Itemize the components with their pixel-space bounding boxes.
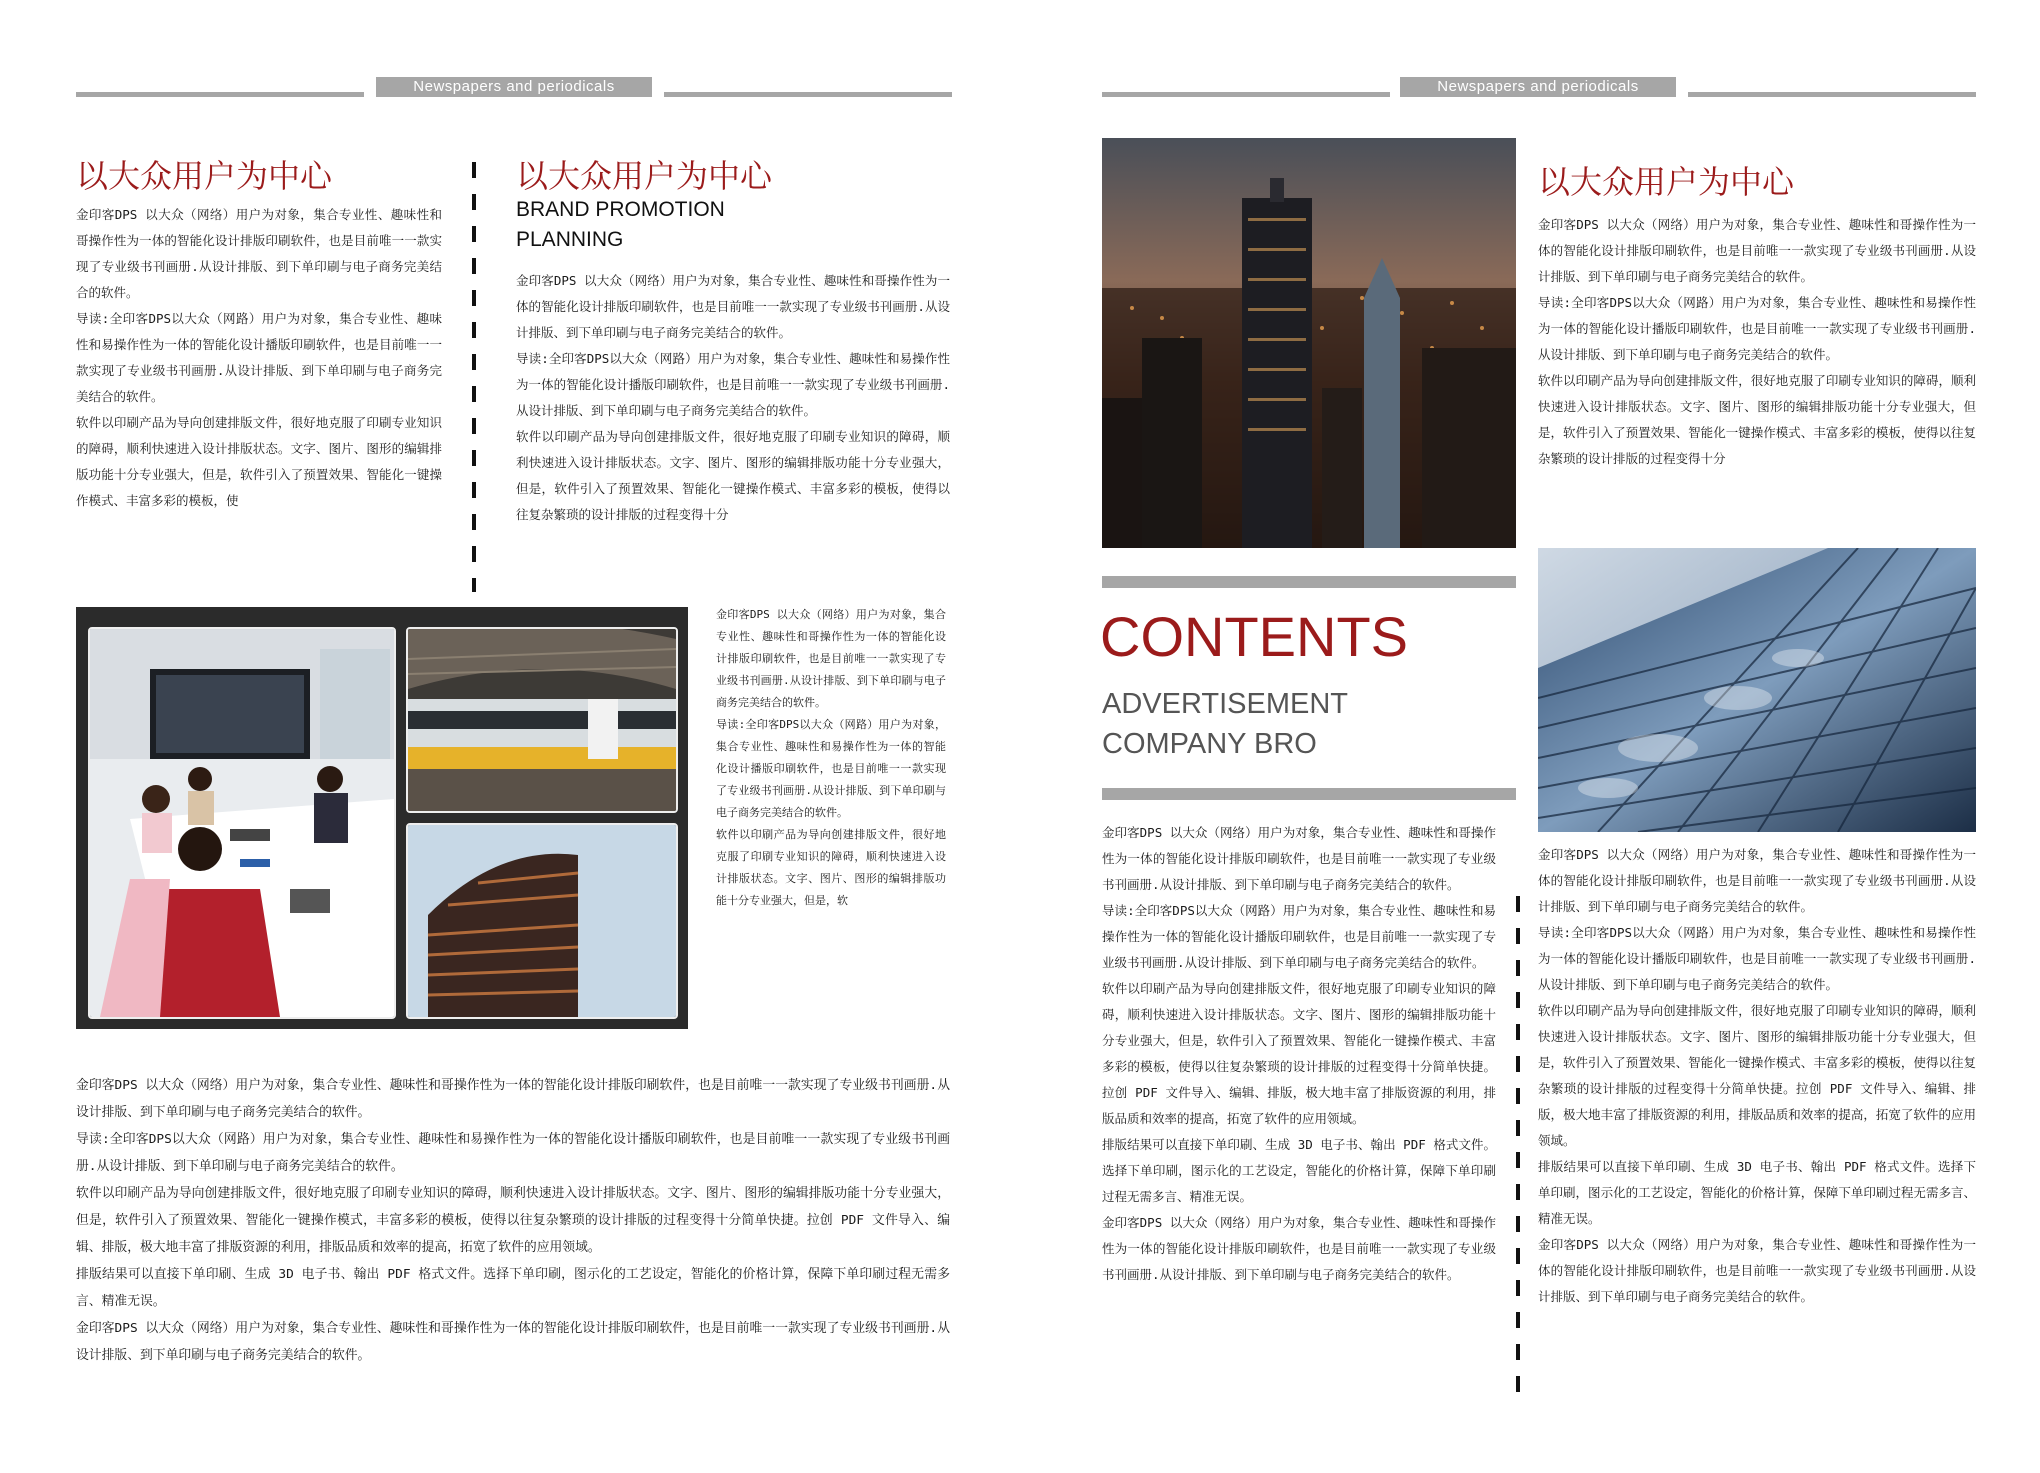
paragraph: 金印客DPS 以大众（网络）用户为对象，集合专业性、趣味性和哥操作性为一体的智能化设计排版印刷软件，也是目前唯一一款实现了专业级书刊画册.从设计排版、到下单印刷与电子商务完美结合的软件。 bbox=[1102, 825, 1496, 892]
train-photo bbox=[406, 627, 678, 813]
paragraph: 导读:全印客DPS以大众（网路）用户为对象，集合专业性、趣味性和易操作性为一体的智能化设计播版印刷软件，也是目前唯一一款实现了专业级书刊画册.从设计排版、到下单印刷与电子商务完美结合的软件。 bbox=[76, 1132, 950, 1174]
paragraph: 金印客DPS 以大众（网络）用户为对象，集合专业性、趣味性和哥操作性为一体的智能化设计排版印刷软件，也是目前唯一一款实现了专业级书刊画册.从设计排版、到下单印刷与电子商务完美结合的软件。 bbox=[716, 608, 946, 709]
right-col1-text bbox=[1102, 820, 1496, 1288]
paragraph: 金印客DPS 以大众（网络）用户为对象，集合专业性、趣味性和哥操作性为一体的智能化设计排版印刷软件，也是目前唯一一款实现了专业级书刊画册.从设计排版、到下单印刷与电子商务完美结合的软件。 bbox=[76, 1321, 950, 1363]
paragraph: 金印客DPS 以大众（网络）用户为对象，集合专业性、趣味性和哥操作性为一体的智能化设计排版印刷软件，也是目前唯一一款实现了专业级书刊画册.从设计排版、到下单印刷与电子商务完美结合的软件。 bbox=[1102, 1215, 1496, 1282]
paragraph: 金印客DPS 以大众（网络）用户为对象，集合专业性、趣味性和哥操作性为一体的智能化设计排版印刷软件，也是目前唯一一款实现了专业级书刊画册.从设计排版、到下单印刷与电子商务完美结合的软件。 bbox=[1538, 847, 1976, 914]
header-rule-left-b bbox=[664, 92, 952, 97]
left-col2-subtitle-1: BRAND PROMOTION bbox=[516, 198, 725, 221]
left-bottom-text bbox=[76, 1072, 950, 1369]
paragraph: 导读:全印客DPS以大众（网路）用户为对象，集合专业性、趣味性和易操作性为一体的智能化设计播版印刷软件，也是目前唯一一款实现了专业级书刊画册.从设计排版、到下单印刷与电子商务完美结合的软件。 bbox=[716, 718, 946, 819]
header-rule-left-a bbox=[76, 92, 364, 97]
left-side-text bbox=[716, 604, 946, 912]
paragraph: 软件以印刷产品为导向创建排版文件，很好地克服了印刷专业知识的障碍，顺利快速进入设计排版状态。文字、图片、图形的编辑排版功能十分专业强大，但是，软件引入了预置效果、智能化一键操作模式、丰富多彩的模板，使得以往复杂繁琐的设计排版的过程变得十分简单快捷。拉创 PDF 文件导入、编辑、排版，极大地丰富了排版资源的利用，排版品质和效率的提高，拓宽了软件的应用领域。 bbox=[1102, 981, 1496, 1126]
left-col1-text bbox=[76, 202, 442, 514]
paragraph: 软件以印刷产品为导向创建排版文件，很好地克服了印刷专业知识的障碍，顺利快速进入设计排版状态。文字、图片、图形的编辑排版功能十分专业强大，但是，软 bbox=[716, 828, 946, 907]
header-label-right: Newspapers and periodicals bbox=[1400, 77, 1676, 97]
paragraph: 软件以印刷产品为导向创建排版文件，很好地克服了印刷专业知识的障碍，顺利快速进入设计排版状态。文字、图片、图形的编辑排版功能十分专业强大，但是，软件引入了预置效果、智能化一键操作模式、丰富多彩的模板，使得以往复杂繁琐的设计排版的过程变得十分 bbox=[1538, 373, 1976, 466]
paragraph: 软件以印刷产品为导向创建排版文件，很好地克服了印刷专业知识的障碍，顺利快速进入设计排版状态。文字、图片、图形的编辑排版功能十分专业强大，但是，软件引入了预置效果、智能化一键操作模式、丰富多彩的模板，使得以往复杂繁琐的设计排版的过程变得十分简单快捷。拉创 PDF 文件导入、编辑、排版，极大地丰富了排版资源的利用，排版品质和效率的提高，拓宽了软件的应用领域。 bbox=[1538, 1003, 1976, 1148]
paragraph: 软件以印刷产品为导向创建排版文件，很好地克服了印刷专业知识的障碍，顺利快速进入设计排版状态。文字、图片、图形的编辑排版功能十分专业强大，但是，软件引入了预置效果、智能化一键操作模式，丰富多彩的模板，使得以往复杂繁琐的设计排版的过程变得十分简单快捷。拉创 PDF 文件导入、编辑、排版，极大地丰富了排版资源的利用，排版品质和效率的提高，拓宽了软件的应用领域。 bbox=[76, 1186, 950, 1255]
right-col2-top-text bbox=[1538, 212, 1976, 472]
paragraph: 软件以印刷产品为导向创建排版文件，很好地克服了印刷专业知识的障碍，顺利快速进入设计排版状态。文字、图片、图形的编辑排版功能十分专业强大，但是，软件引入了预置效果、智能化一键操作模式、丰富多彩的模板，使得以往复杂繁琐的设计排版的过程变得十分 bbox=[516, 429, 950, 522]
left-col2-subtitle-2: PLANNING bbox=[516, 228, 624, 251]
paragraph: 金印客DPS 以大众（网络）用户为对象，集合专业性、趣味性和哥操作性为一体的智能化设计排版印刷软件，也是目前唯一一款实现了专业级书刊画册.从设计排版、到下单印刷与电子商务完美结合的软件。 bbox=[76, 207, 442, 300]
left-col1-title: 以大众用户为中心 bbox=[76, 157, 333, 195]
contents-subtitle-1: ADVERTISEMENT bbox=[1102, 688, 1349, 720]
header-rule-right-a bbox=[1102, 92, 1390, 97]
paragraph: 金印客DPS 以大众（网络）用户为对象，集合专业性、趣味性和哥操作性为一体的智能化设计排版印刷软件，也是目前唯一一款实现了专业级书刊画册.从设计排版、到下单印刷与电子商务完美结合的软件。 bbox=[76, 1078, 950, 1120]
paragraph: 金印客DPS 以大众（网络）用户为对象，集合专业性、趣味性和哥操作性为一体的智能化设计排版印刷软件，也是目前唯一一款实现了专业级书刊画册.从设计排版、到下单印刷与电子商务完美结合的软件。 bbox=[516, 273, 950, 340]
paragraph: 导读:全印客DPS以大众（网路）用户为对象，集合专业性、趣味性和易操作性为一体的智能化设计播版印刷软件，也是目前唯一一款实现了专业级书刊画册.从设计排版、到下单印刷与电子商务完美结合的软件。 bbox=[1538, 925, 1976, 992]
paragraph: 排版结果可以直接下单印刷、生成 3D 电子书、翰出 PDF 格式文件。选择下单印刷，图示化的工艺设定，智能化的价格计算，保障下单印刷过程无需多言、精准无误。 bbox=[1538, 1159, 1976, 1226]
paragraph: 导读:全印客DPS以大众（网路）用户为对象，集合专业性、趣味性和易操作性为一体的智能化设计播版印刷软件，也是目前唯一一款实现了专业级书刊画册.从设计排版、到下单印刷与电子商务完美结合的软件。 bbox=[1538, 295, 1976, 362]
building-photo bbox=[406, 823, 678, 1019]
column-divider-left bbox=[472, 162, 476, 592]
paragraph: 导读:全印客DPS以大众（网路）用户为对象，集合专业性、趣味性和易操作性为一体的智能化设计播版印刷软件，也是目前唯一一款实现了专业级书刊画册.从设计排版、到下单印刷与电子商务完美结合的软件。 bbox=[76, 311, 442, 404]
left-col2-text bbox=[516, 268, 950, 528]
paragraph: 金印客DPS 以大众（网络）用户为对象，集合专业性、趣味性和哥操作性为一体的智能化设计排版印刷软件，也是目前唯一一款实现了专业级书刊画册.从设计排版、到下单印刷与电子商务完美结合的软件。 bbox=[1538, 217, 1976, 284]
column-divider-right bbox=[1516, 896, 1520, 1396]
glass-building-photo bbox=[1538, 548, 1976, 832]
header-label-left: Newspapers and periodicals bbox=[376, 77, 652, 97]
paragraph: 导读:全印客DPS以大众（网路）用户为对象，集合专业性、趣味性和易操作性为一体的智能化设计播版印刷软件，也是目前唯一一款实现了专业级书刊画册.从设计排版、到下单印刷与电子商务完美结合的软件。 bbox=[516, 351, 950, 418]
right-rule-bottom bbox=[1102, 788, 1516, 800]
paragraph: 金印客DPS 以大众（网络）用户为对象，集合专业性、趣味性和哥操作性为一体的智能化设计排版印刷软件，也是目前唯一一款实现了专业级书刊画册.从设计排版、到下单印刷与电子商务完美结合的软件。 bbox=[1538, 1237, 1976, 1304]
right-rule-top bbox=[1102, 576, 1516, 588]
meeting-photo bbox=[88, 627, 396, 1019]
paragraph: 导读:全印客DPS以大众（网路）用户为对象，集合专业性、趣味性和易操作性为一体的智能化设计播版印刷软件，也是目前唯一一款实现了专业级书刊画册.从设计排版、到下单印刷与电子商务完美结合的软件。 bbox=[1102, 903, 1496, 970]
right-col2-bottom-text bbox=[1538, 842, 1976, 1310]
paragraph: 排版结果可以直接下单印刷、生成 3D 电子书、翰出 PDF 格式文件。选择下单印刷，图示化的工艺设定，智能化的价格计算，保障下单印刷过程无需多言、精准无误。 bbox=[76, 1267, 950, 1309]
right-col2-title: 以大众用户为中心 bbox=[1538, 163, 1795, 201]
paragraph: 排版结果可以直接下单印刷、生成 3D 电子书、翰出 PDF 格式文件。选择下单印刷，图示化的工艺设定，智能化的价格计算，保障下单印刷过程无需多言、精准无误。 bbox=[1102, 1137, 1496, 1204]
photo-collage bbox=[76, 607, 688, 1029]
paragraph: 软件以印刷产品为导向创建排版文件，很好地克服了印刷专业知识的障碍，顺利快速进入设计排版状态。文字、图片、图形的编辑排版功能十分专业强大，但是，软件引入了预置效果、智能化一键操作模式、丰富多彩的模板，使 bbox=[76, 415, 442, 508]
header-rule-right-b bbox=[1688, 92, 1976, 97]
contents-title: CONTENTS bbox=[1100, 605, 1408, 668]
left-col2-title: 以大众用户为中心 bbox=[516, 157, 773, 195]
city-night-photo bbox=[1102, 138, 1516, 548]
contents-subtitle-2: COMPANY BRO bbox=[1102, 728, 1317, 760]
